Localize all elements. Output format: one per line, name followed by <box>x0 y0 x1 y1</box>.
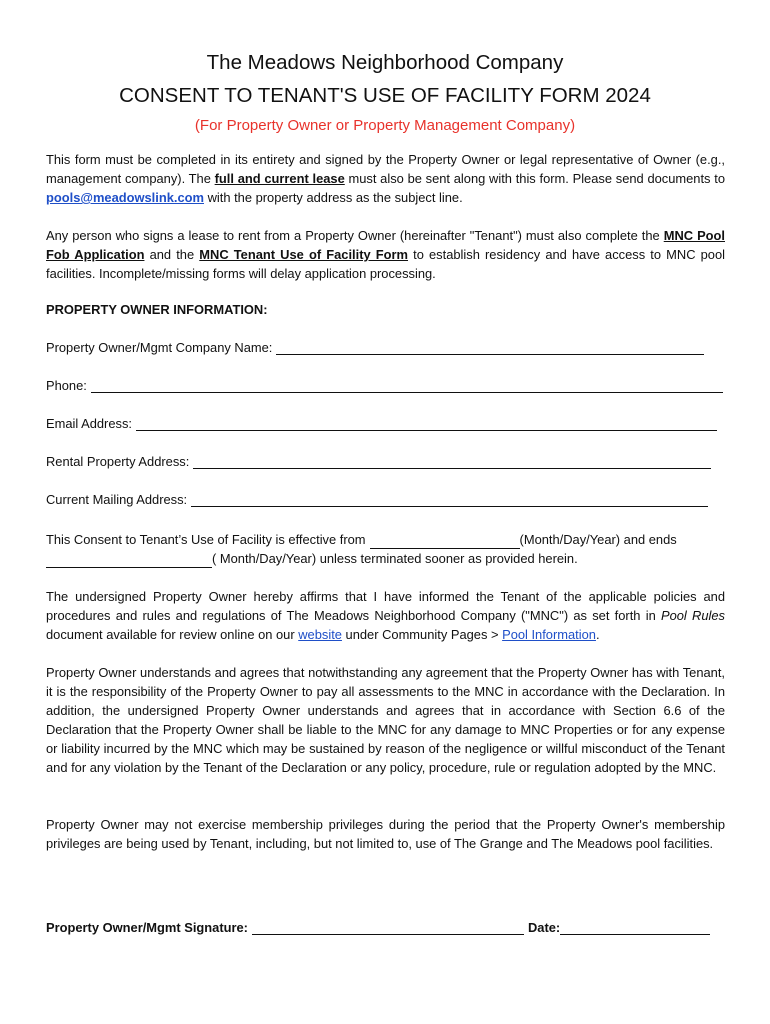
liability-text: Property Owner understands and agrees that notwithstanding any agreement that the Property Owner has with Tenant, it is the responsibility of the Property Owner to pay all assessments to the MNC in accordance with the Declaration. In addition, the undersigned Property Owner understands and agrees that in accordance with Section 6.6 of the Declaration that the Property Owner shall be liable to the MNC for any damage to MNC Properties or for any expense or liability incurred by the MNC which may be sustained by reason of the negligence or willful misconduct of the Tenant and for any violation by the Tenant of the Declaration or any policy, procedure, rule or regulation adopted by the MNC. <box>46 665 725 775</box>
consent-text: (Month/Day/Year) and ends <box>519 532 677 547</box>
full-lease-emphasis: full and current lease <box>214 171 345 186</box>
text: and the <box>144 247 200 262</box>
date-label: Date: <box>527 920 561 935</box>
membership-text: Property Owner may not exercise membership privileges during the period that the Property Owner's membership privileges are being used by Tenant, including, but not limited to, use of The Grange and The Meadows pool facilities. <box>46 817 725 851</box>
signature-label: Property Owner/Mgmt Signature: <box>46 920 248 935</box>
consent-text: This Consent to Tenant’s Use of Facility is effective from <box>46 532 366 547</box>
signature-row <box>46 920 726 935</box>
phone-input[interactable] <box>91 378 723 393</box>
text: under Community Pages > <box>341 627 503 642</box>
intro-paragraph-1 <box>46 150 725 207</box>
email-link[interactable]: pools@meadowslink.com <box>46 190 204 205</box>
text: with the property address as the subject line. <box>203 190 463 205</box>
field-label: Phone: <box>46 378 87 393</box>
field-label: Property Owner/Mgmt Company Name: <box>46 340 273 355</box>
email-input[interactable] <box>136 416 717 431</box>
rental-address-field[interactable] <box>46 454 711 469</box>
website-link[interactable]: website <box>298 627 342 642</box>
phone-field[interactable] <box>46 378 723 393</box>
email-field[interactable] <box>46 416 717 431</box>
field-label: Email Address: <box>46 416 132 431</box>
text: to establish residency and have access to MNC pool facilities. Incomplete/missing forms will delay application processing. <box>46 247 726 281</box>
consent-period <box>46 530 725 568</box>
mailing-address-field[interactable] <box>46 492 708 507</box>
owner-name-field[interactable] <box>46 340 704 355</box>
form-title: CONSENT TO TENANT'S USE OF FACILITY FORM 2024 <box>119 84 651 107</box>
affirmation-paragraph <box>46 587 725 644</box>
field-label: Rental Property Address: <box>46 454 190 469</box>
text: The undersigned Property Owner hereby affirms that I have informed the Tenant of the applicable policies and procedures and rules and regulations of The Meadows Neighborhood Company ("MNC") as set forth in <box>46 589 725 623</box>
text: document available for review online on our <box>46 627 299 642</box>
mailing-address-input[interactable] <box>191 492 708 507</box>
consent-text: ( Month/Day/Year) unless terminated sooner as provided herein. <box>212 551 578 566</box>
form-subtitle: (For Property Owner or Property Management Company) <box>194 117 576 134</box>
field-label: Current Mailing Address: <box>46 492 188 507</box>
tenant-use-form-link[interactable]: MNC Tenant Use of Facility Form <box>199 247 409 262</box>
pool-information-link[interactable]: Pool Information <box>502 627 596 642</box>
signature-input[interactable] <box>252 920 524 935</box>
liability-paragraph <box>46 663 725 777</box>
text: must also be sent along with this form. Please send documents to <box>344 171 725 186</box>
pool-fob-application-link[interactable]: MNC Pool Fob Application <box>46 228 725 262</box>
pool-rules-reference: Pool Rules <box>660 608 725 623</box>
rental-address-input[interactable] <box>193 454 711 469</box>
end-date-input[interactable] <box>46 553 212 568</box>
owner-info-heading: PROPERTY OWNER INFORMATION: <box>46 302 268 317</box>
start-date-input[interactable] <box>370 534 520 549</box>
text: This form must be completed in its entirety and signed by the Property Owner or legal representative of Owner (e.g., management company). The <box>46 152 725 186</box>
intro-paragraph-2 <box>46 226 725 283</box>
text: . <box>595 627 600 642</box>
date-input[interactable] <box>560 920 710 935</box>
company-name: The Meadows Neighborhood Company <box>206 51 564 74</box>
text: Any person who signs a lease to rent from a Property Owner (hereinafter "Tenant") must also complete the <box>46 228 664 243</box>
membership-paragraph <box>46 815 725 853</box>
owner-name-input[interactable] <box>276 340 704 355</box>
